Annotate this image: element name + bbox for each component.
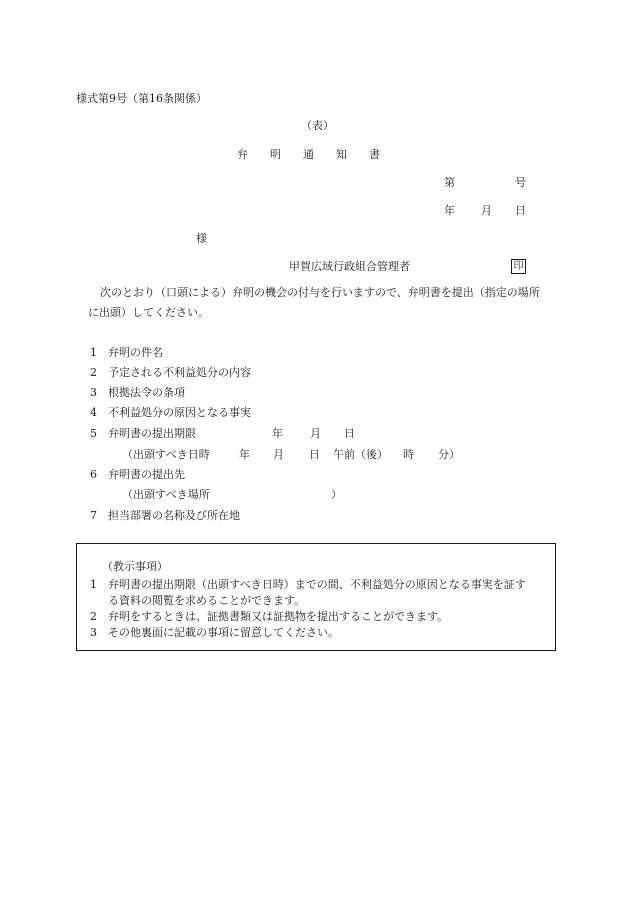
notice-item-number: 3 bbox=[90, 626, 97, 639]
appearance-place-close: ） bbox=[331, 488, 342, 501]
item-4 bbox=[90, 406, 251, 419]
notice-item-1 bbox=[90, 578, 526, 591]
date-month: 月 bbox=[481, 204, 492, 217]
document-title: 弁 明 通 知 書 bbox=[237, 148, 380, 161]
form-number: 様式第9号（第16条関係） bbox=[76, 92, 207, 105]
item-label: 弁明の件名 bbox=[108, 346, 163, 359]
appearance-ampm: 午前（後） bbox=[333, 448, 388, 461]
date-day: 日 bbox=[515, 204, 526, 217]
notice-item-number: 2 bbox=[90, 610, 97, 623]
body-text-line-2: に出頭）してください。 bbox=[88, 306, 209, 319]
item-label: 根拠法令の条項 bbox=[108, 386, 185, 399]
body-text-line-1: 次のとおり（口頭による）弁明の機会の付与を行いますので、弁明書を提出（指定の場所 bbox=[100, 286, 540, 299]
deadline-month: 月 bbox=[310, 427, 321, 440]
appearance-day: 日 bbox=[309, 448, 320, 461]
item-label: 弁明書の提出期限 bbox=[108, 427, 196, 440]
item-number: 1 bbox=[90, 346, 97, 359]
appearance-minute: 分） bbox=[438, 448, 460, 461]
side-label: （表） bbox=[301, 119, 334, 132]
item-label: 担当部署の名称及び所在地 bbox=[108, 509, 240, 522]
item-6 bbox=[90, 468, 185, 481]
notice-item-text: その他裏面に記載の事項に留意してください。 bbox=[108, 626, 339, 639]
item-number: 5 bbox=[90, 427, 97, 440]
seal-mark: 印 bbox=[511, 259, 526, 274]
deadline-day: 日 bbox=[344, 427, 355, 440]
item-2 bbox=[90, 366, 251, 379]
item-3 bbox=[90, 386, 185, 399]
appearance-datetime-label: （出頭すべき日時 bbox=[122, 448, 210, 461]
deadline-year: 年 bbox=[272, 427, 283, 440]
notice-item-3 bbox=[90, 626, 339, 639]
item-label: 不利益処分の原因となる事実 bbox=[108, 406, 251, 419]
appearance-month: 月 bbox=[273, 448, 284, 461]
notice-item-2 bbox=[90, 610, 448, 623]
addressee-suffix: 様 bbox=[196, 232, 207, 245]
notice-item-text: 弁明をするときは、証拠書類又は証拠物を提出することができます。 bbox=[108, 610, 449, 623]
item-5 bbox=[90, 427, 196, 440]
notice-heading: （教示事項） bbox=[102, 560, 168, 573]
item-label: 弁明書の提出先 bbox=[108, 468, 185, 481]
item-7 bbox=[90, 509, 240, 522]
appearance-year: 年 bbox=[239, 448, 250, 461]
notice-box bbox=[76, 543, 556, 651]
notice-item-1-line-2: る資料の閲覧を求めることができます。 bbox=[108, 594, 306, 607]
item-number: 6 bbox=[90, 468, 97, 481]
doc-number-suffix: 号 bbox=[515, 176, 526, 189]
doc-number-prefix: 第 bbox=[444, 176, 455, 189]
notice-item-text: 弁明書の提出期限（出頭すべき日時）までの間、不利益処分の原因となる事実を証す bbox=[108, 578, 526, 591]
appearance-place-label: （出頭すべき場所 bbox=[122, 488, 210, 501]
item-number: 2 bbox=[90, 366, 97, 379]
item-1 bbox=[90, 346, 163, 359]
item-number: 4 bbox=[90, 406, 97, 419]
item-label: 予定される不利益処分の内容 bbox=[108, 366, 251, 379]
notice-item-number: 1 bbox=[90, 578, 97, 591]
issuer: 甲賀広域行政組合管理者 bbox=[289, 260, 410, 273]
item-number: 3 bbox=[90, 386, 97, 399]
appearance-hour: 時 bbox=[403, 448, 414, 461]
item-number: 7 bbox=[90, 509, 97, 522]
date-year: 年 bbox=[444, 204, 455, 217]
